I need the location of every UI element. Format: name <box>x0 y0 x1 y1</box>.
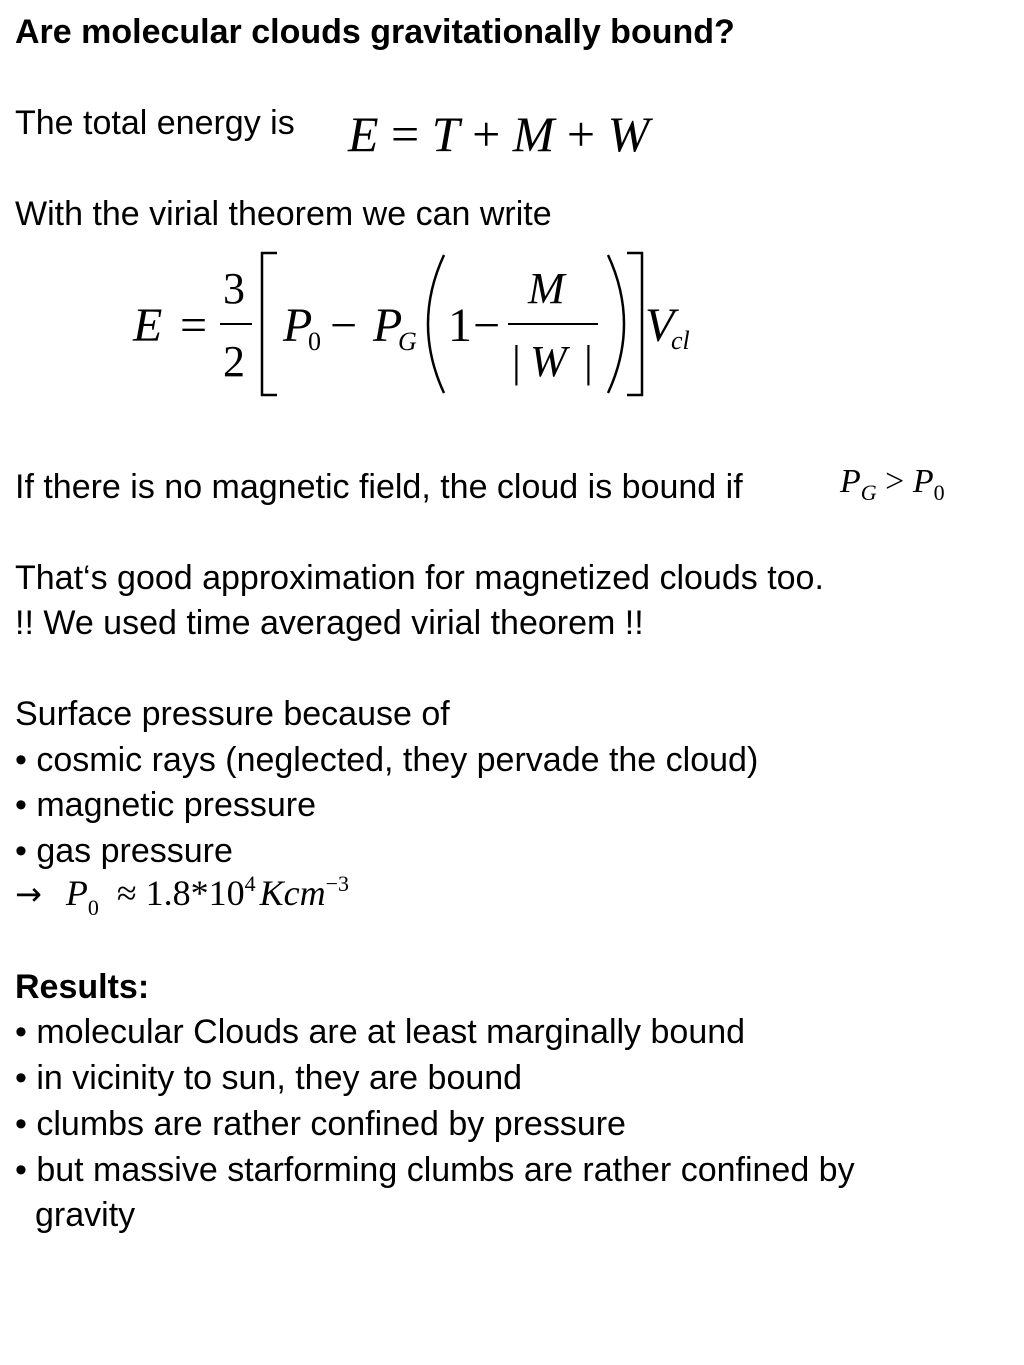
svg-text:P: P <box>373 299 403 352</box>
svg-text:=: = <box>180 299 208 352</box>
list-item: • cosmic rays (neglected, they pervade the cloud) <box>15 741 759 779</box>
warning-line: !! We used time averaged virial theorem !! <box>15 604 644 642</box>
svg-text:0: 0 <box>308 327 321 356</box>
svg-text:G: G <box>398 327 417 356</box>
virial-equation <box>0 245 760 405</box>
svg-text:1: 1 <box>448 299 472 352</box>
list-item: • but massive starforming clumbs are rather confined by <box>15 1151 855 1189</box>
list-item: • clumbs are rather confined by pressure <box>15 1105 626 1143</box>
total-energy-equation: E = T + M + W <box>348 106 650 162</box>
list-item: • magnetic pressure <box>15 786 317 824</box>
list-item: • gas pressure <box>15 832 233 870</box>
bound-condition: $P_G > P_0$ <box>840 463 945 505</box>
total-energy-text: The total energy is <box>15 104 295 142</box>
list-item: • in vicinity to sun, they are bound <box>15 1059 523 1097</box>
svg-text:cl: cl <box>671 326 690 355</box>
svg-text:M: M <box>528 264 565 313</box>
svg-text:2: 2 <box>223 337 245 386</box>
surface-pressure-heading: Surface pressure because of <box>15 695 450 733</box>
list-item: • molecular Clouds are at least marginally bound <box>15 1013 746 1051</box>
svg-text:P: P <box>283 299 313 352</box>
arrow-icon: → <box>15 875 42 913</box>
svg-text:−: − <box>473 299 501 352</box>
svg-text:E: E <box>133 299 163 352</box>
results-heading: Results: <box>15 968 150 1006</box>
svg-text:|: | <box>584 337 593 386</box>
pressure-result: → $P_0 \approx 1.8*10^4$ Kcm$^{-3}$ <box>15 871 350 920</box>
svg-text:W: W <box>530 337 567 386</box>
svg-text:|: | <box>512 337 521 386</box>
approximation-line: That‘s good approximation for magnetized clouds too. <box>15 559 824 597</box>
list-item-continuation: gravity <box>35 1196 136 1234</box>
virial-text: With the virial theorem we can write <box>15 195 552 233</box>
svg-text:−: − <box>330 299 358 352</box>
no-field-text: If there is no magnetic field, the cloud is bound if <box>15 468 743 506</box>
svg-text:3: 3 <box>223 264 245 313</box>
svg-text:V: V <box>645 299 675 352</box>
page-title: Are molecular clouds gravitationally bound? <box>15 13 735 51</box>
